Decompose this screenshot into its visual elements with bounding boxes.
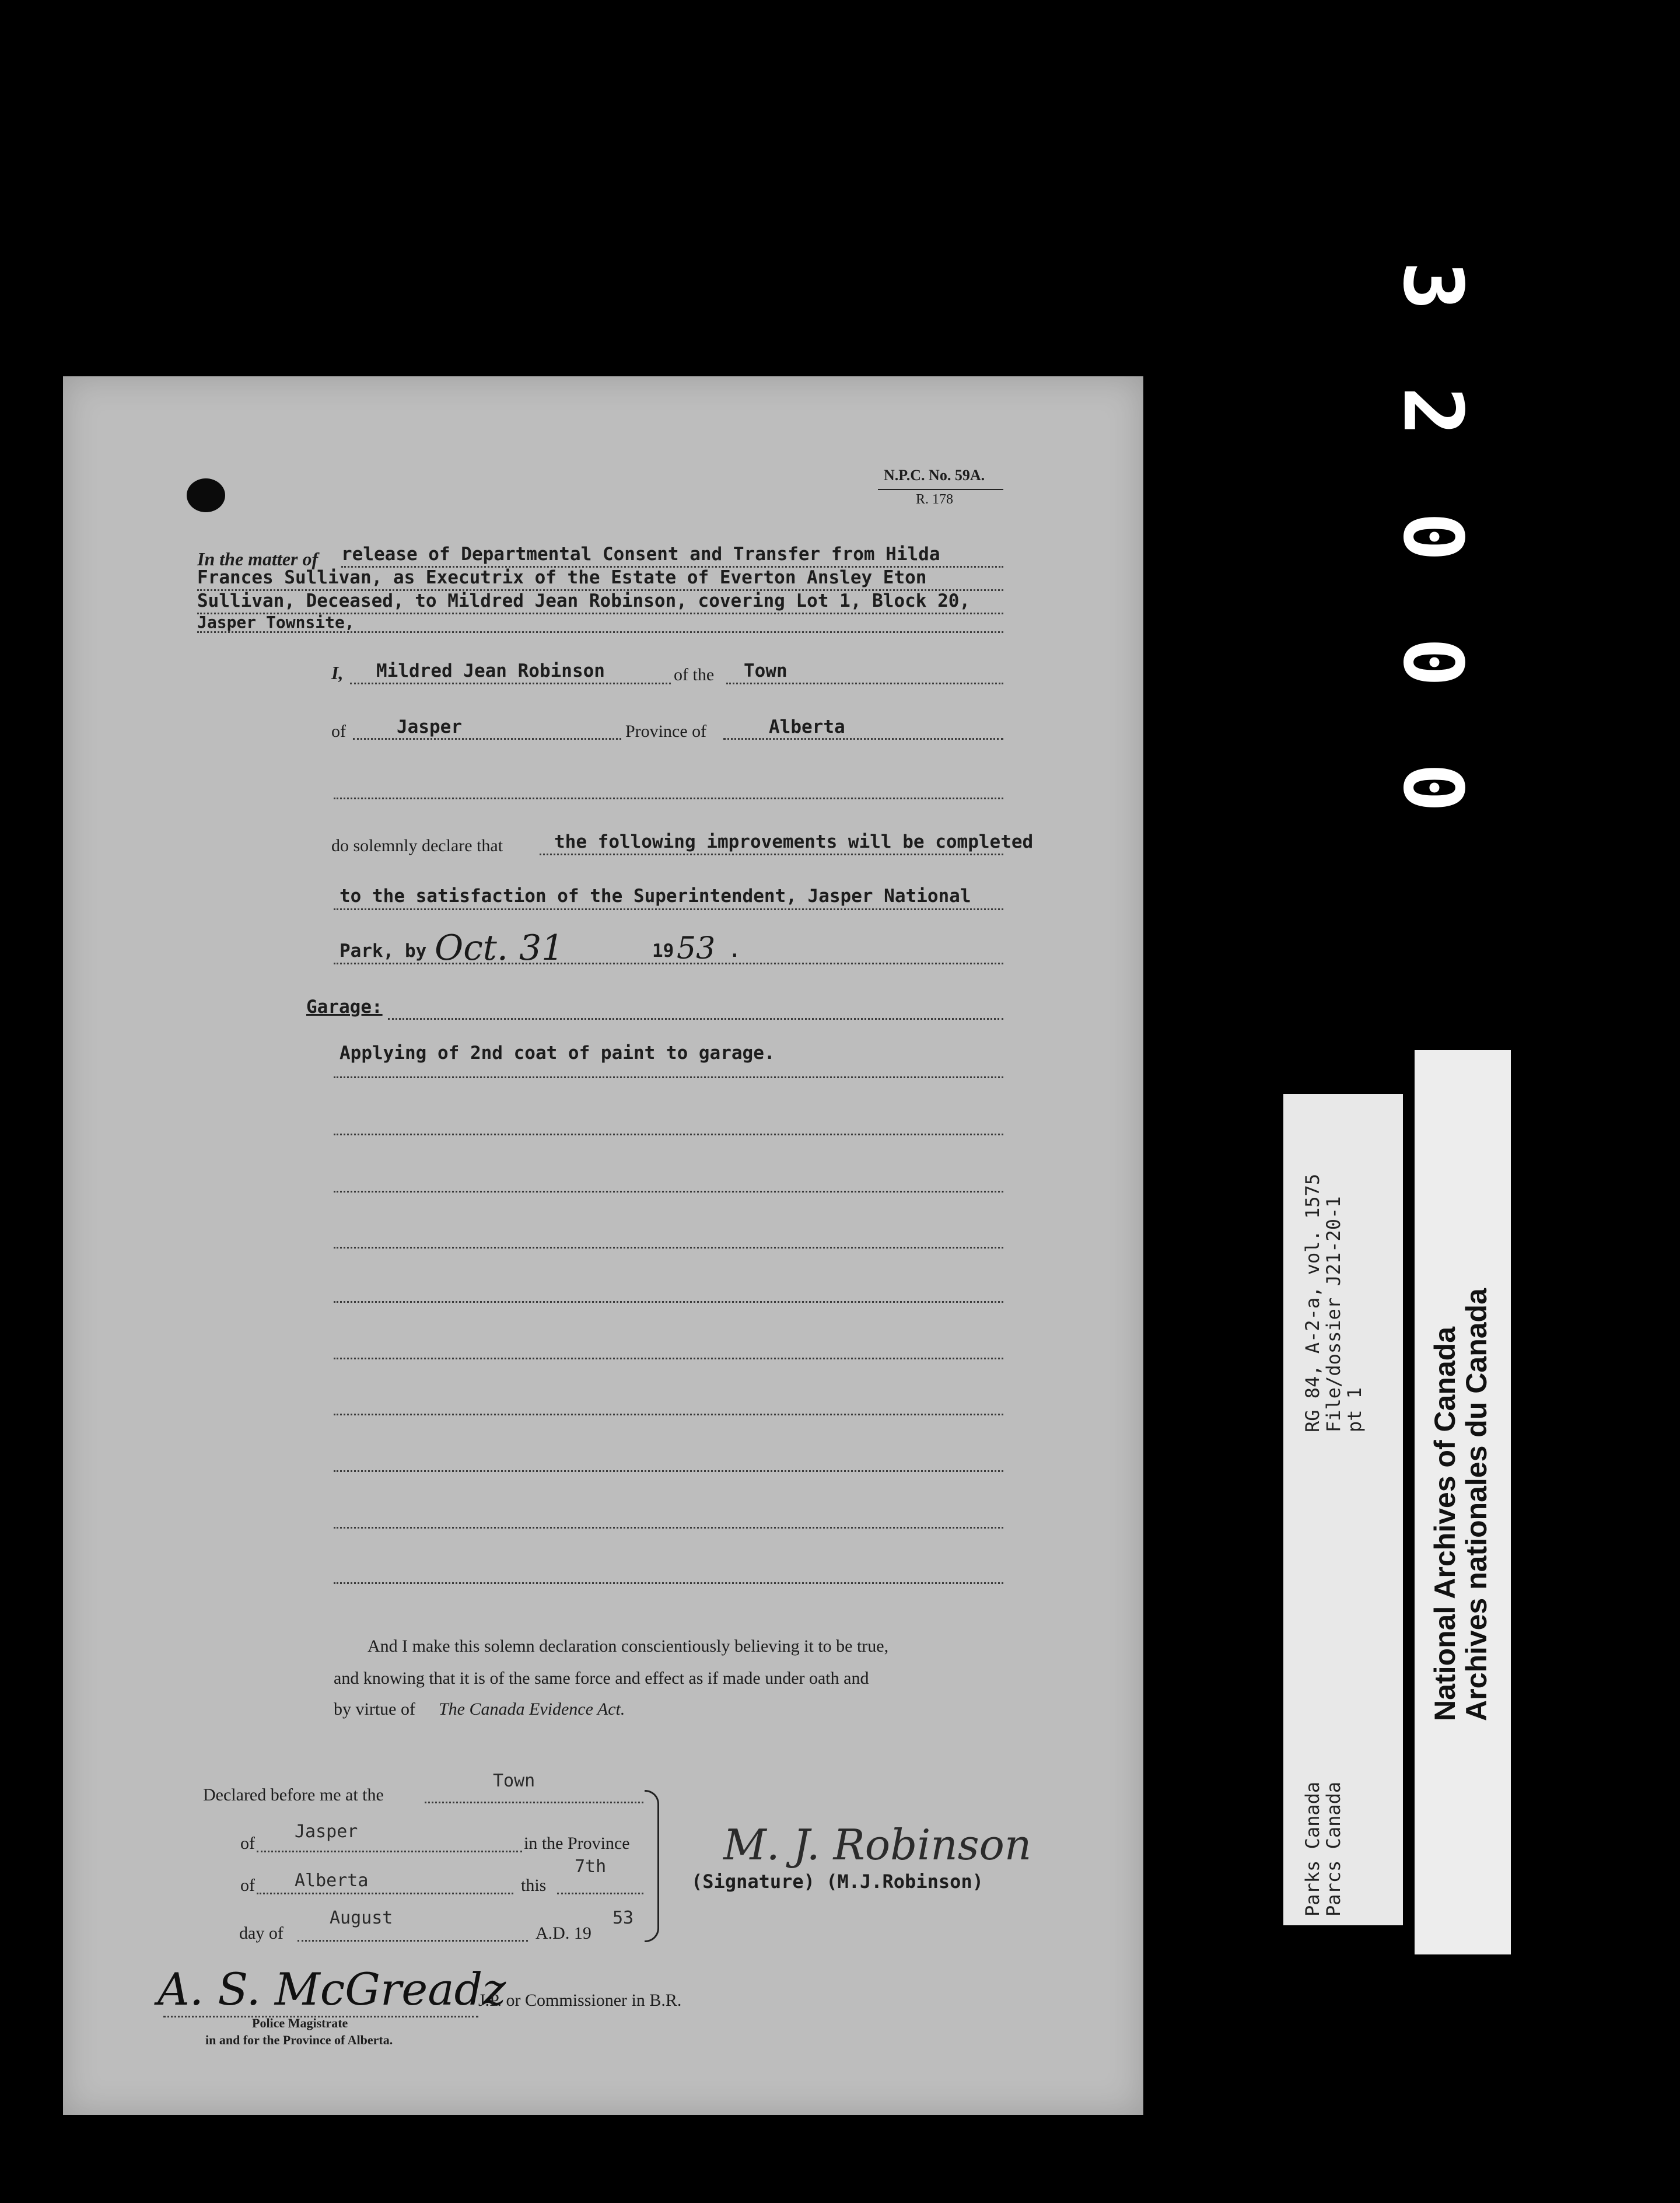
- declare-label: do solemnly declare that: [331, 836, 503, 855]
- reference-block: [1302, 1174, 1365, 1432]
- frame-number: [1359, 245, 1505, 858]
- matter-line: Sullivan, Deceased, to Mildred Jean Robinson, covering Lot 1, Block 20,: [197, 590, 971, 611]
- i-label: I,: [331, 662, 344, 683]
- reference-line: File/dossier J21-20-1: [1322, 1196, 1345, 1432]
- province-label: Province of: [625, 722, 707, 741]
- form-revision: R. 178: [916, 492, 954, 507]
- section-heading: Garage:: [306, 996, 383, 1017]
- archive-reference-label: [1283, 1094, 1403, 1925]
- reference-line: RG 84, A-2-a, vol. 1575: [1301, 1173, 1324, 1432]
- signature-caption: (Signature) (M.J.Robinson): [691, 1870, 984, 1893]
- agency-line: Parks Canada: [1301, 1781, 1324, 1917]
- form-number: N.P.C. No. 59A.: [884, 467, 985, 484]
- agency-line: Parcs Canada: [1322, 1781, 1345, 1917]
- ink-blot: [187, 478, 225, 512]
- archives-block: [1429, 1288, 1492, 1721]
- declaration-line: the following improvements will be completed: [554, 831, 1034, 852]
- ad-label: A.D. 19: [536, 1924, 592, 1943]
- act-name: The Canada Evidence Act.: [439, 1700, 625, 1719]
- day-of-label: day of: [239, 1924, 284, 1943]
- stamp-line: Police Magistrate: [252, 2016, 348, 2030]
- frame-digit: 2: [1385, 386, 1480, 436]
- improvement-line: Applying of 2nd coat of paint to garage.: [340, 1043, 775, 1064]
- declared-before-label: Declared before me at the: [203, 1785, 384, 1805]
- closing-line: And I make this solemn declaration conscientiously believing it to be true,: [368, 1636, 889, 1656]
- jurat-year: 53: [612, 1908, 634, 1928]
- province-name: Alberta: [769, 716, 845, 737]
- matter-line: Jasper Townsite,: [197, 613, 355, 632]
- archives-line: National Archives of Canada: [1429, 1326, 1461, 1721]
- jurat-of-label: of: [240, 1834, 255, 1853]
- closing-line: by virtue of: [334, 1700, 415, 1719]
- jurat-day: 7th: [575, 1856, 607, 1877]
- archives-line: Archives nationales du Canada: [1460, 1288, 1493, 1721]
- frame-digit: 0: [1385, 637, 1480, 687]
- form-number-rule: [878, 489, 1003, 490]
- declaration-line: to the satisfaction of the Superintendent, Jasper National: [340, 886, 971, 907]
- frame-digit: 0: [1385, 763, 1480, 813]
- frame-digit: 0: [1385, 512, 1480, 562]
- national-archives-label: [1415, 1050, 1511, 1954]
- handwritten-date: Oct. 31: [435, 928, 564, 968]
- frame-digit: 3: [1385, 261, 1480, 311]
- this-label: this: [521, 1876, 547, 1895]
- agency-block: [1302, 1782, 1344, 1917]
- year-suffix: .: [729, 940, 740, 961]
- declaration-line: Park, by: [340, 940, 427, 961]
- of-the-label: of the: [674, 665, 715, 684]
- matter-line: Frances Sullivan, as Executrix of the Estate of Everton Ansley Eton: [197, 567, 927, 588]
- handwritten-year: 53: [677, 931, 716, 966]
- locality-name: Jasper: [397, 716, 462, 737]
- declarant-signature: M. J. Robinson: [723, 1820, 1032, 1869]
- closing-line: and knowing that it is of the same force and effect as if made under oath and: [334, 1669, 869, 1688]
- of-label: of: [331, 722, 346, 741]
- reference-line: pt 1: [1343, 1387, 1366, 1432]
- in-province-label: in the Province: [524, 1834, 630, 1853]
- locality-type: Town: [744, 660, 788, 681]
- declarant-name: Mildred Jean Robinson: [376, 660, 605, 681]
- matter-prefix: In the matter of: [197, 548, 318, 569]
- matter-line: release of Departmental Consent and Transfer from Hilda: [341, 544, 940, 565]
- commissioner-signature: A. S. McGreadz: [158, 1963, 506, 2015]
- year-prefix: 19: [652, 940, 674, 961]
- jurat-month: August: [330, 1908, 393, 1928]
- jurat-province: Alberta: [295, 1870, 369, 1891]
- declared-place-type: Town: [493, 1771, 536, 1791]
- jurat-brace: [645, 1790, 659, 1942]
- stamp-line: in and for the Province of Alberta.: [205, 2033, 393, 2047]
- jp-label: J.P. or Commissioner in B.R.: [478, 1991, 682, 2010]
- jurat-place: Jasper: [295, 1821, 358, 1842]
- jurat-of-label: of: [240, 1876, 255, 1895]
